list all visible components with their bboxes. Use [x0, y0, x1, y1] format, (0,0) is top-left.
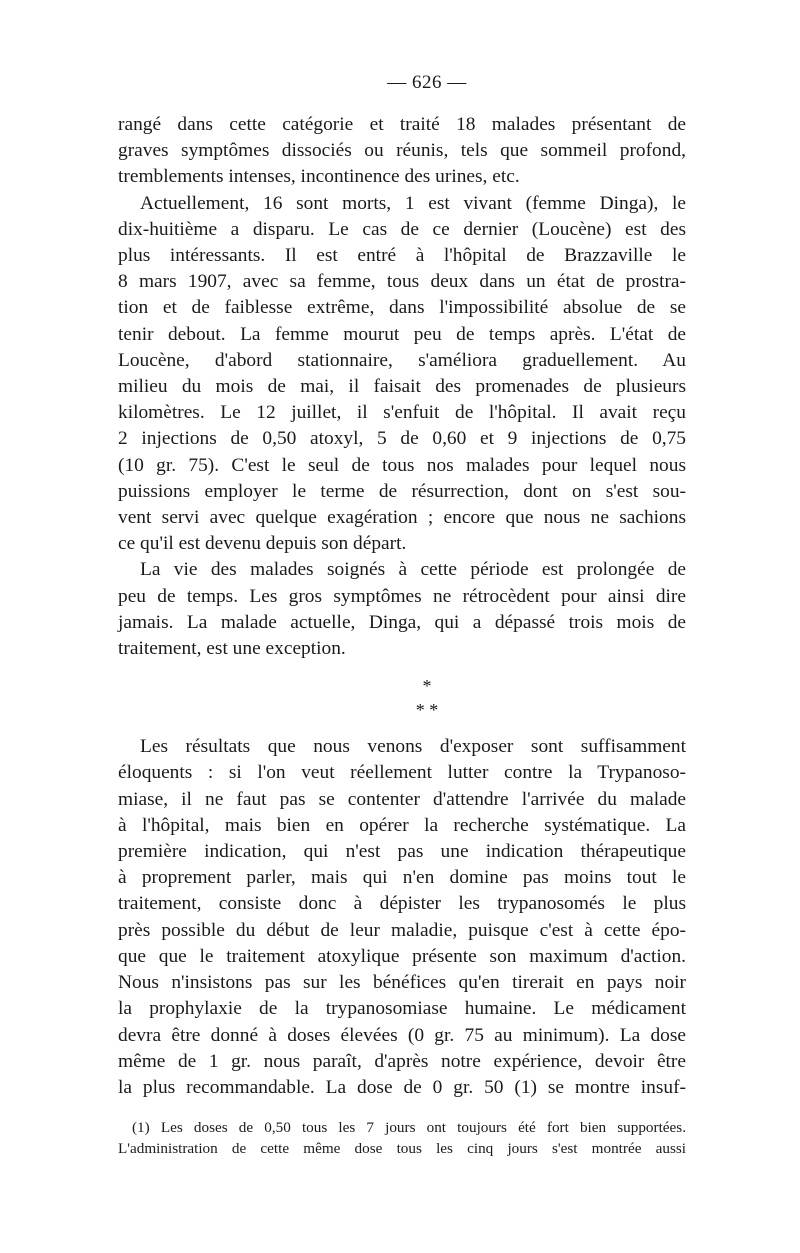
text-line: graves symptômes dissociés ou réunis, tels que sommeil profond, [118, 140, 686, 162]
text-line: Les résultats que nous venons d'exposer sont suffisamment [140, 736, 686, 758]
text-line: rangé dans cette catégorie et traité 18 malades présentant de [118, 114, 686, 135]
text-line: 2 injections de 0,50 atoxyl, 5 de 0,60 et 9 injections de 0,75 [118, 428, 686, 450]
text-line: jamais. La malade actuelle, Dinga, qui a dépassé trois mois de [118, 611, 686, 633]
text-line: ce qu'il est devenu depuis son départ. [118, 533, 407, 555]
text-line: Nous n'insistons pas sur les bénéfices qu'en tirerait en pays noir [118, 972, 686, 994]
text-line: tremblements intenses, incontinence des urines, etc. [118, 166, 520, 188]
text-line: à l'hôpital, mais bien en opérer la recherche systématique. La [118, 814, 686, 836]
text-line: à proprement parler, mais qui n'en domine pas moins tout le [118, 867, 686, 889]
text-line: même de 1 gr. nous paraît, d'après notre expérience, devoir être [118, 1050, 686, 1072]
footnote [118, 1117, 686, 1159]
text-line: plus intéressants. Il est entré à l'hôpital de Brazzaville le [118, 245, 686, 267]
text-line: que que le traitement atoxylique présente son maximum d'action. [118, 945, 686, 967]
text-line: la prophylaxie de la trypanosomiase humaine. Le médicament [118, 998, 686, 1020]
paragraph-1 [118, 112, 686, 191]
text-line: près possible du début de leur maladie, puisque c'est à cette épo- [118, 919, 686, 941]
page-number: — 626 — [387, 72, 467, 93]
text-line: puissions employer le terme de résurrection, dont on s'est sou- [118, 480, 686, 502]
text-line: traitement, consiste donc à dépister les trypanosomés le plus [118, 893, 686, 915]
text-line: 8 mars 1907, avec sa femme, tous deux dans un état de prostra- [118, 271, 686, 293]
text-line: kilomètres. Le 12 juillet, il s'enfuit de l'hôpital. Il avait reçu [118, 402, 686, 424]
footnote-line: (1) Les doses de 0,50 tous les 7 jours ont toujours été fort bien supportées. [132, 1119, 686, 1137]
text-line: traitement, est une exception. [118, 638, 346, 660]
document-page [118, 72, 686, 1159]
text-line: devra être donné à doses élevées (0 gr. 75 au minimum). La dose [118, 1024, 686, 1046]
text-line: La vie des malades soignés à cette période est prolongée de [140, 559, 686, 581]
text-line: peu de temps. Les gros symptômes ne rétrocèdent pour ainsi dire [118, 585, 686, 607]
text-line: Actuellement, 16 sont morts, 1 est vivant (femme Dinga), le [140, 192, 686, 214]
text-line: tenir debout. La femme mourut peu de temps après. L'état de [118, 323, 686, 345]
asterism-separator [118, 674, 686, 722]
text-line: la plus recommandable. La dose de 0 gr. 50 (1) se montre insuf- [118, 1076, 686, 1098]
text-line: miase, il ne faut pas se contenter d'attendre l'arrivée du malade [118, 788, 686, 810]
asterism-bottom: * * [415, 700, 439, 721]
asterism-top: * [422, 676, 432, 697]
paragraph-2 [118, 191, 686, 558]
text-line: première indication, qui n'est pas une indication thérapeutique [118, 841, 686, 863]
footnote-line: L'administration de cette même dose tous les cinq jours s'est montrée aussi [118, 1140, 686, 1158]
text-line: milieu du mois de mai, il faisait des promenades de plusieurs [118, 376, 686, 398]
text-line: Loucène, d'abord stationnaire, s'améliora graduellement. Au [118, 349, 686, 371]
paragraph-4 [118, 734, 686, 1101]
text-line: (10 gr. 75). C'est le seul de tous nos malades pour lequel nous [118, 454, 686, 476]
text-line: vent servi avec quelque exagération ; encore que nous ne sachions [118, 507, 686, 529]
text-line: éloquents : si l'on veut réellement lutter contre la Trypanoso- [118, 762, 686, 784]
text-line: tion et de faiblesse extrême, dans l'impossibilité absolue de se [118, 297, 686, 319]
paragraph-3 [118, 557, 686, 662]
text-line: dix-huitième a disparu. Le cas de ce dernier (Loucène) est des [118, 218, 686, 240]
